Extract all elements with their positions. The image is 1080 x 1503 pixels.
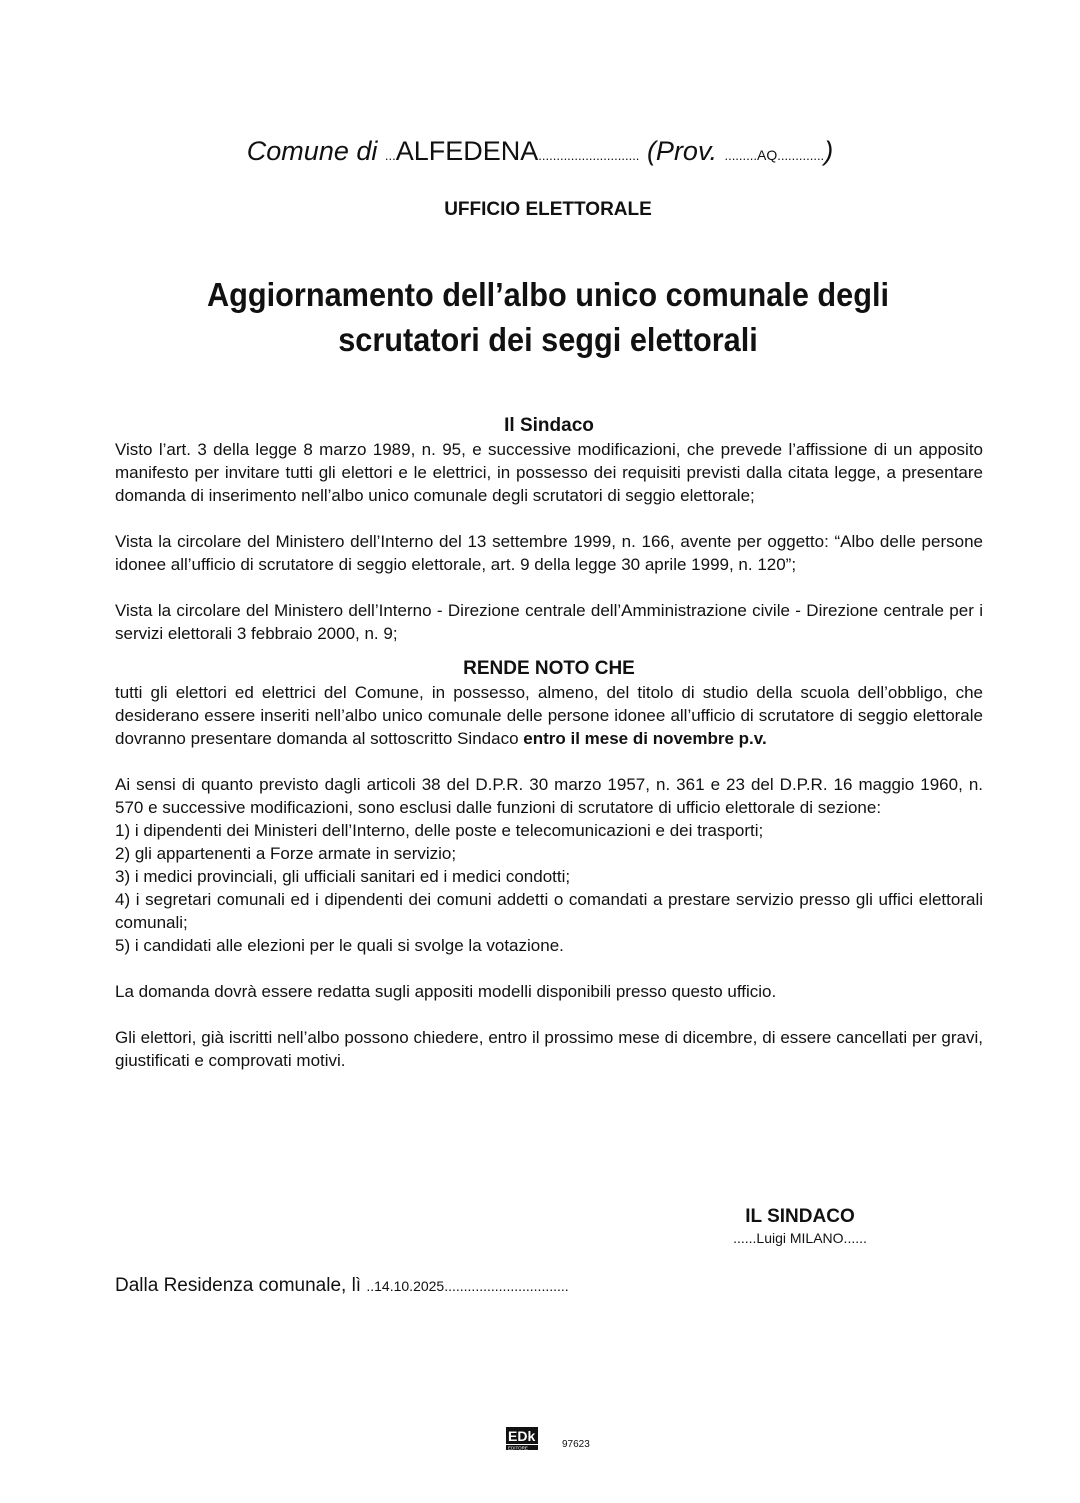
list-item: 3) i medici provinciali, gli ufficiali sanitari ed i medici condotti; — [115, 867, 571, 886]
logo-text: EDk — [508, 1428, 536, 1444]
title-line-1: Aggiornamento dell’albo unico comunale degli — [206, 276, 890, 313]
comune-trail-dots: ............................ — [538, 148, 640, 163]
office-heading: UFFICIO ELETTORALE — [444, 199, 652, 220]
publisher-footer — [506, 1427, 590, 1451]
notice-deadline: entro il mese di novembre p.v. — [523, 729, 767, 748]
comune-prefix: Comune di — [246, 136, 378, 166]
list-item: 4) i segretari comunali ed i dipendenti dei comuni addetti o comandati a prestare servizio presso gli uffici elettorali comunali; — [115, 890, 983, 932]
title-line-2: scrutatori dei seggi elettorali — [338, 321, 758, 358]
modelli-paragraph: La domanda dovrà essere redatta sugli appositi modelli disponibili presso questo ufficio. — [115, 982, 777, 1001]
prov-prefix: (Prov. — [646, 136, 717, 166]
sindaco-heading: Il Sindaco — [504, 415, 594, 436]
exclusions-list — [115, 819, 983, 957]
document-header — [0, 136, 1080, 167]
prov-trail-dots: ............. — [777, 148, 825, 163]
list-item: 2) gli appartenenti a Forze armate in servizio; — [115, 844, 457, 863]
cancellazione-paragraph: Gli elettori, già iscritti nell’albo possono chiedere, entro il prossimo mese di dicembre, di essere cancellati per gravi, giustificati e comprovati motivi. — [115, 1028, 983, 1070]
document-body — [115, 414, 983, 1095]
publisher-logo-icon — [506, 1427, 556, 1451]
premise-paragraph: Visto l’art. 3 della legge 8 marzo 1989, n. 95, e successive modificazioni, che prevede l’affissione di un apposito manifesto per invitare tutti gli elettori e le elettrici, in possesso dei requisiti previsti dalla citata legge, a presentare domanda di inserimento nell’albo unico comunale degli scrutatori di seggio elettorale; — [115, 440, 983, 505]
publisher-code: 97623 — [562, 1439, 590, 1450]
list-item: 5) i candidati alle elezioni per le quali si svolge la votazione. — [115, 936, 564, 955]
prov-lead-dots: ......... — [724, 148, 757, 163]
premise-paragraph: Vista la circolare del Ministero dell’Interno del 13 settembre 1999, n. 166, avente per oggetto: “Albo delle persone idonee all’ufficio di scrutatore di seggio elettorale, art. 9 della legge 30 aprile 1999, n. 120”; — [115, 532, 983, 574]
comune-lead-dots: ... — [384, 148, 396, 163]
premise-paragraph: Vista la circolare del Ministero dell’Interno - Direzione centrale dell’Amministrazione civile - Direzione centrale per i servizi elettorali 3 febbraio 2000, n. 9; — [115, 601, 983, 643]
prov-close: ) — [824, 136, 834, 166]
dateline-date: ..14.10.2025................................ — [366, 1278, 569, 1294]
exclusions-section — [115, 773, 983, 957]
signature-name: ......Luigi MILANO...... — [733, 1230, 867, 1246]
signature-label: IL SINDACO — [745, 1206, 855, 1227]
prov-value: AQ — [756, 147, 778, 163]
comune-name: ALFEDENA — [395, 136, 539, 166]
dateline-prefix: Dalla Residenza comunale, lì — [115, 1275, 362, 1296]
page-title — [38, 272, 1057, 362]
rende-noto-heading: RENDE NOTO CHE — [463, 658, 635, 679]
exclusions-intro: Ai sensi di quanto previsto dagli articoli 38 del D.P.R. 30 marzo 1957, n. 361 e 23 del D.P.R. 16 maggio 1960, n. 570 e successive modificazioni, sono esclusi dalle funzioni di scrutatore di ufficio elettorale di sezione: — [115, 775, 983, 817]
list-item: 1) i dipendenti dei Ministeri dell’Interno, delle poste e telecomunicazioni e dei trasporti; — [115, 821, 764, 840]
signature-block — [700, 1206, 900, 1246]
dateline — [115, 1275, 569, 1297]
logo-subtext: EDITORE — [508, 1445, 528, 1451]
notice-paragraph — [115, 681, 983, 750]
notice-text: tutti gli elettori ed elettrici del Comune, in possesso, almeno, del titolo di studio della scuola dell’obbligo, che desiderano essere inseriti nell’albo unico comunale delle persone idonee all’ufficio di scrutatore di seggio elettorale dovranno presentare domanda al sottoscritto Sindaco — [115, 683, 983, 748]
